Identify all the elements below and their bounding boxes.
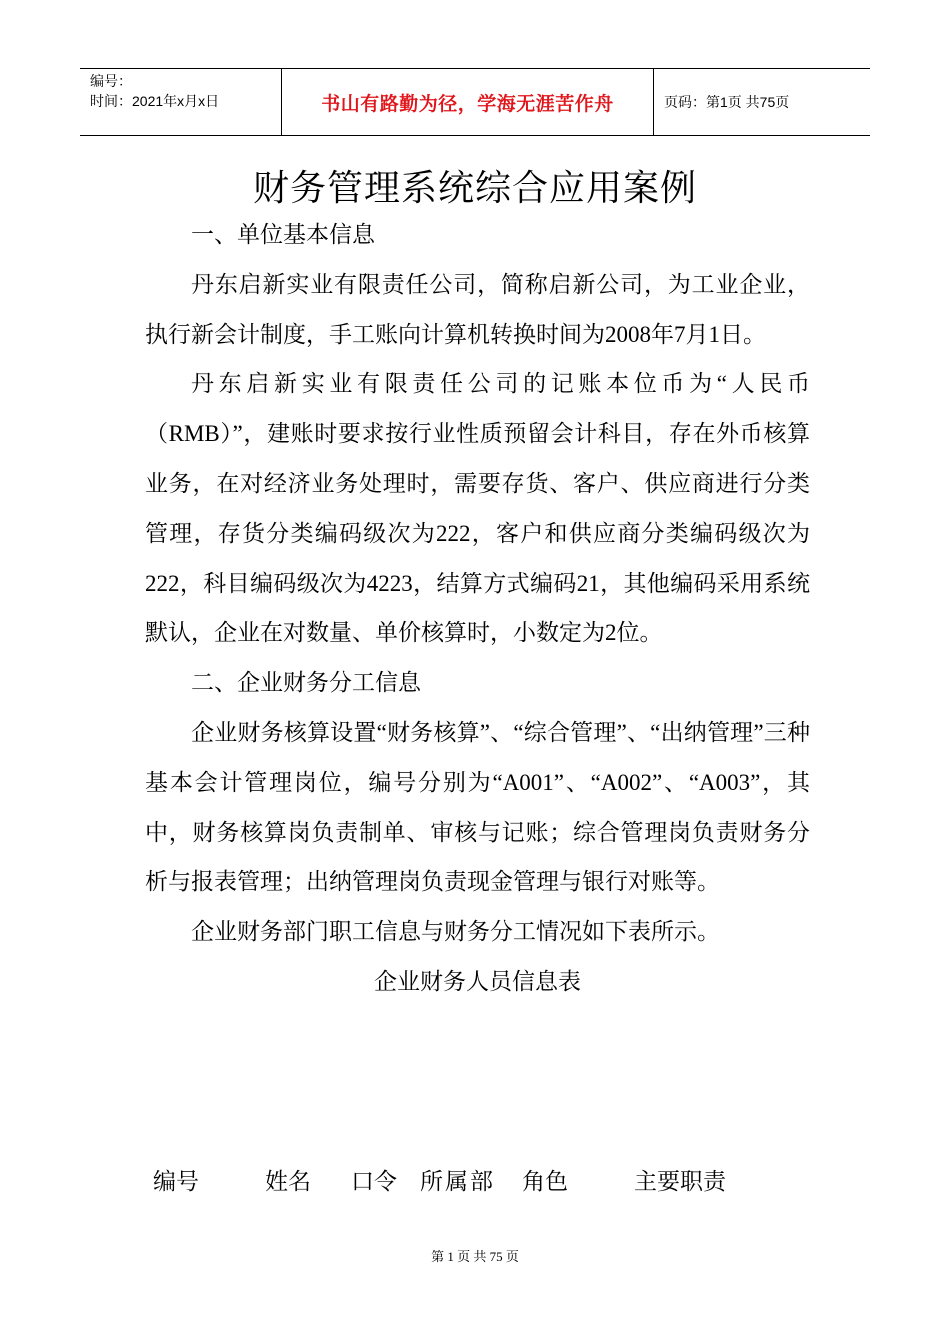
paragraph-company-info: 丹东启新实业有限责任公司，简称启新公司，为工业企业，执行新会计制度，手工账向计算机转换时间为2008年7月1日。 [145,271,810,347]
paragraph-table-intro: 企业财务部门职工信息与财务分工情况如下表所示。 [191,919,720,945]
table-header-row [153,1157,813,1205]
section-heading-1: 一、单位基本信息 [191,222,375,247]
paragraph-accounting-setup: 丹东启新实业有限责任公司的记账本位币为“人民币（RMB）”，建账时要求按行业性质预留会计科目，存在外币核算业务，在对经济业务处理时，需要存货、客户、供应商进行分类管理，存货分类编码级次为222，客户和供应商分类编码级次为222，科目编码级次为4223，结算方式编码21，其他编码采用系统默认，企业在对数量、单价核算时，小数定为2位。 [145,371,810,646]
page-footer: 第 1 页 共 75 页 [431,1249,519,1264]
header-meta [80,69,282,135]
document-title: 财务管理系统综合应用案例 [252,168,697,209]
paragraph-roles: 企业财务核算设置“财务核算”、“综合管理”、“出纳管理”三种基本会计管理岗位，编号分别为“A001”、“A002”、“A003”，其中，财务核算岗负责制单、审核与记账；综合管理岗负责财务分析与报表管理；出纳管理岗负责现金管理与银行对账等。 [145,719,810,895]
table-header-cell: 姓名 [265,1169,311,1194]
header-motto: 书山有路勤为径，学海无涯苦作舟 [282,69,654,135]
page-header [80,68,870,136]
doc-number-label: 编号： [90,73,132,89]
table-header-cell: 角色 [522,1169,568,1194]
table-caption: 企业财务人员信息表 [374,968,581,994]
table-header-cell: 口令 [351,1169,397,1194]
document-body [145,210,810,1007]
section-heading-2: 二、企业财务分工信息 [191,670,421,696]
table-header-cell: 所属部 [420,1169,495,1194]
table-header-cell: 编号 [153,1169,199,1194]
doc-date-label: 时间：2021年x月x日 [90,93,220,109]
table-header-cell: 主要职责 [634,1169,726,1194]
header-page-info: 页码：第1页 共75页 [664,94,790,110]
